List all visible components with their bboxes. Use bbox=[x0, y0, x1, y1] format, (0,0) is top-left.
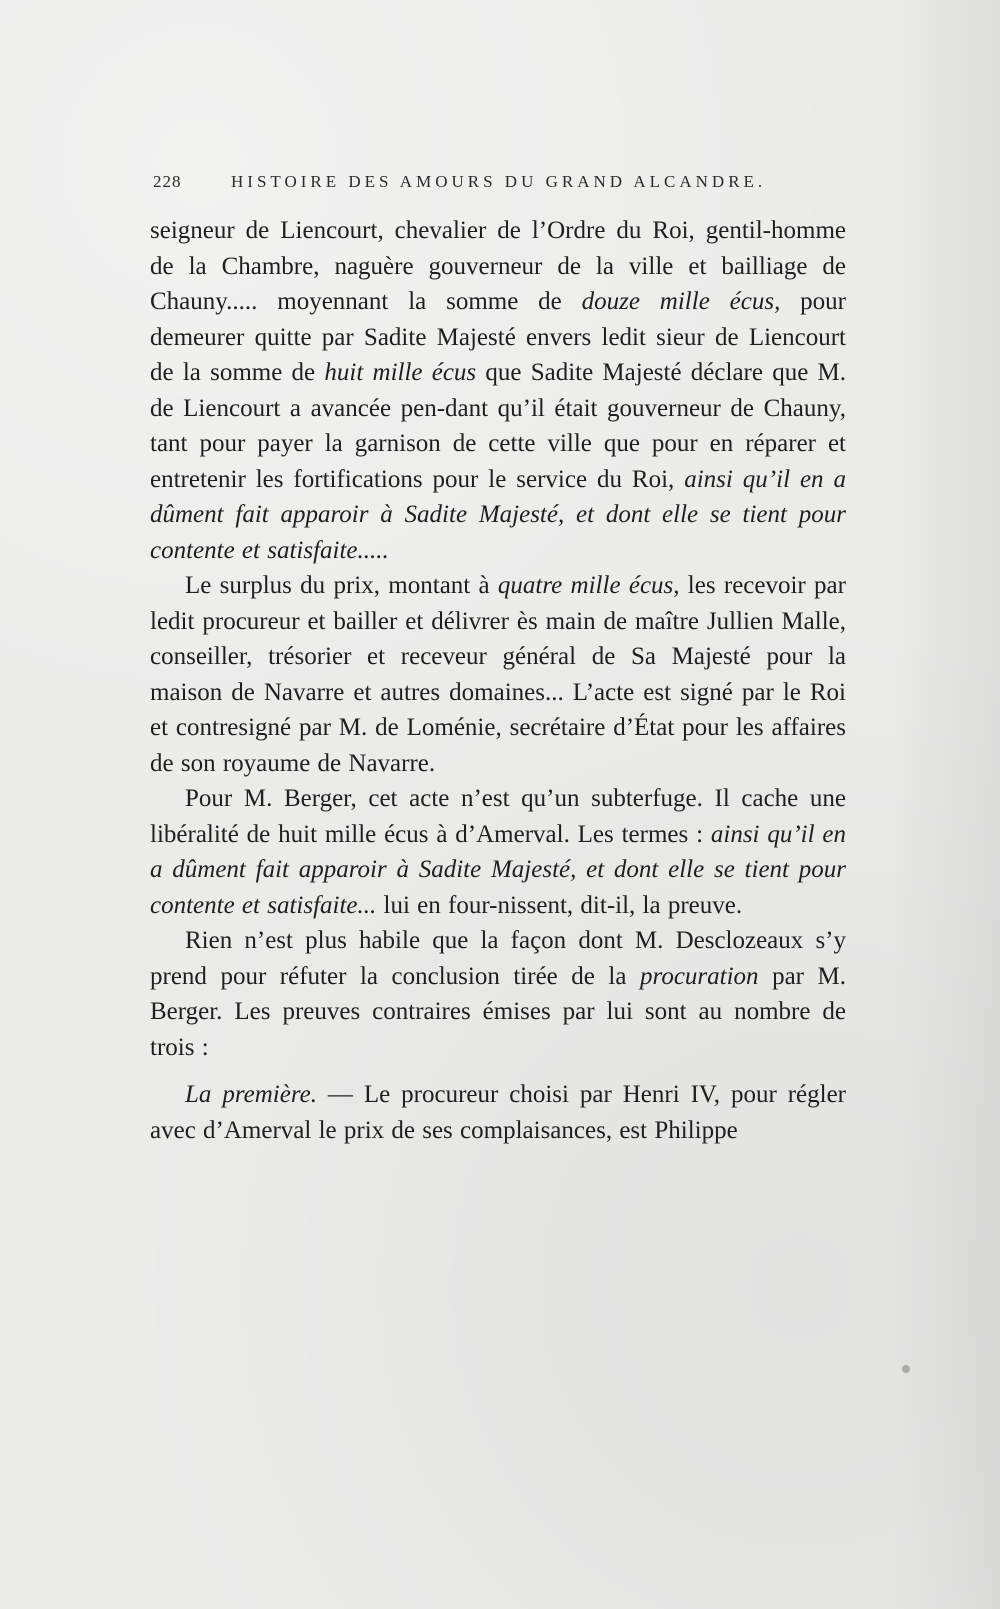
paragraph-1 bbox=[150, 213, 846, 568]
running-title: HISTOIRE DES AMOURS DU GRAND ALCANDRE. bbox=[231, 172, 767, 191]
paragraph-2-text-2: les recevoir par ledit procureur et bailler et délivrer ès main de maître Jullien Malle, conseiller, trésorier et receveur général de Sa Majesté pour la maison de Navarre et autres domaines... L’acte est signé par le Roi et contresigné par M. de Loménie, secrétaire d’État pour les affaires de son royaume de Navarre. bbox=[150, 572, 846, 777]
paragraph-1-text: seigneur de Liencourt, chevalier de l’Ordre du Roi, gentil-homme de la Chambre, naguère gouverneur de la ville et bailliage de Chauny..... moyennant la somme de bbox=[150, 217, 846, 315]
paragraph-4 bbox=[150, 923, 846, 1065]
running-head bbox=[153, 172, 843, 196]
paragraph-3 bbox=[150, 781, 846, 923]
paragraph-4-text: Rien n’est plus habile que la façon dont M. Desclozeaux s’y prend pour réfuter la conclusion tirée de la bbox=[150, 927, 846, 990]
ink-speck bbox=[902, 1365, 910, 1373]
paragraph-gap bbox=[150, 1065, 846, 1077]
paragraph-3-text-2: lui en four-nissent, dit-il, la preuve. bbox=[376, 891, 743, 919]
paragraph-1-italic-3: ainsi qu’il en a dûment fait apparoir à Sadite Majesté, et dont elle se tient pour contente et satisfaite..... bbox=[150, 465, 846, 564]
page-number: 228 bbox=[153, 172, 182, 191]
paragraph-2-italic-1: quatre mille écus, bbox=[497, 572, 680, 599]
paragraph-1-italic-1: douze mille écus, bbox=[581, 288, 781, 315]
paragraph-5 bbox=[150, 1077, 846, 1148]
paragraph-4-text-2: par M. Berger. Les preuves contraires émises par lui sont au nombre de trois : bbox=[150, 962, 847, 1061]
paragraph-5-italic-1: La première. bbox=[185, 1081, 317, 1108]
paragraph-3-italic-1: ainsi qu’il en a dûment fait apparoir à Sadite Majesté, et dont elle se tient pour contente et satisfaite... bbox=[150, 820, 846, 919]
paragraph-1-text-3: que Sadite Majesté déclare que M. de Liencourt a avancée pen-dant qu’il était gouverneur de Chauny, tant pour payer la garnison de cette ville que pour en réparer et entretenir les fortifications pour le service du Roi, bbox=[150, 359, 847, 493]
paragraph-4-italic-1: procuration bbox=[640, 962, 759, 990]
body-text bbox=[150, 213, 846, 1148]
paragraph-1-text-2: pour demeurer quitte par Sadite Majesté envers ledit sieur de Liencourt de la somme de bbox=[150, 288, 847, 386]
paragraph-2 bbox=[150, 568, 846, 781]
paragraph-1-italic-2: huit mille écus bbox=[324, 359, 477, 386]
paragraph-2-text: Le surplus du prix, montant à bbox=[185, 572, 498, 599]
paragraph-5-text: — Le procureur choisi par Henri IV, pour régler avec d’Amerval le prix de ses complaisances, est Philippe bbox=[150, 1081, 846, 1144]
paragraph-3-text: Pour M. Berger, cet acte n’est qu’un subterfuge. Il cache une libéralité de huit mille écus à d’Amerval. Les termes : bbox=[150, 785, 846, 848]
